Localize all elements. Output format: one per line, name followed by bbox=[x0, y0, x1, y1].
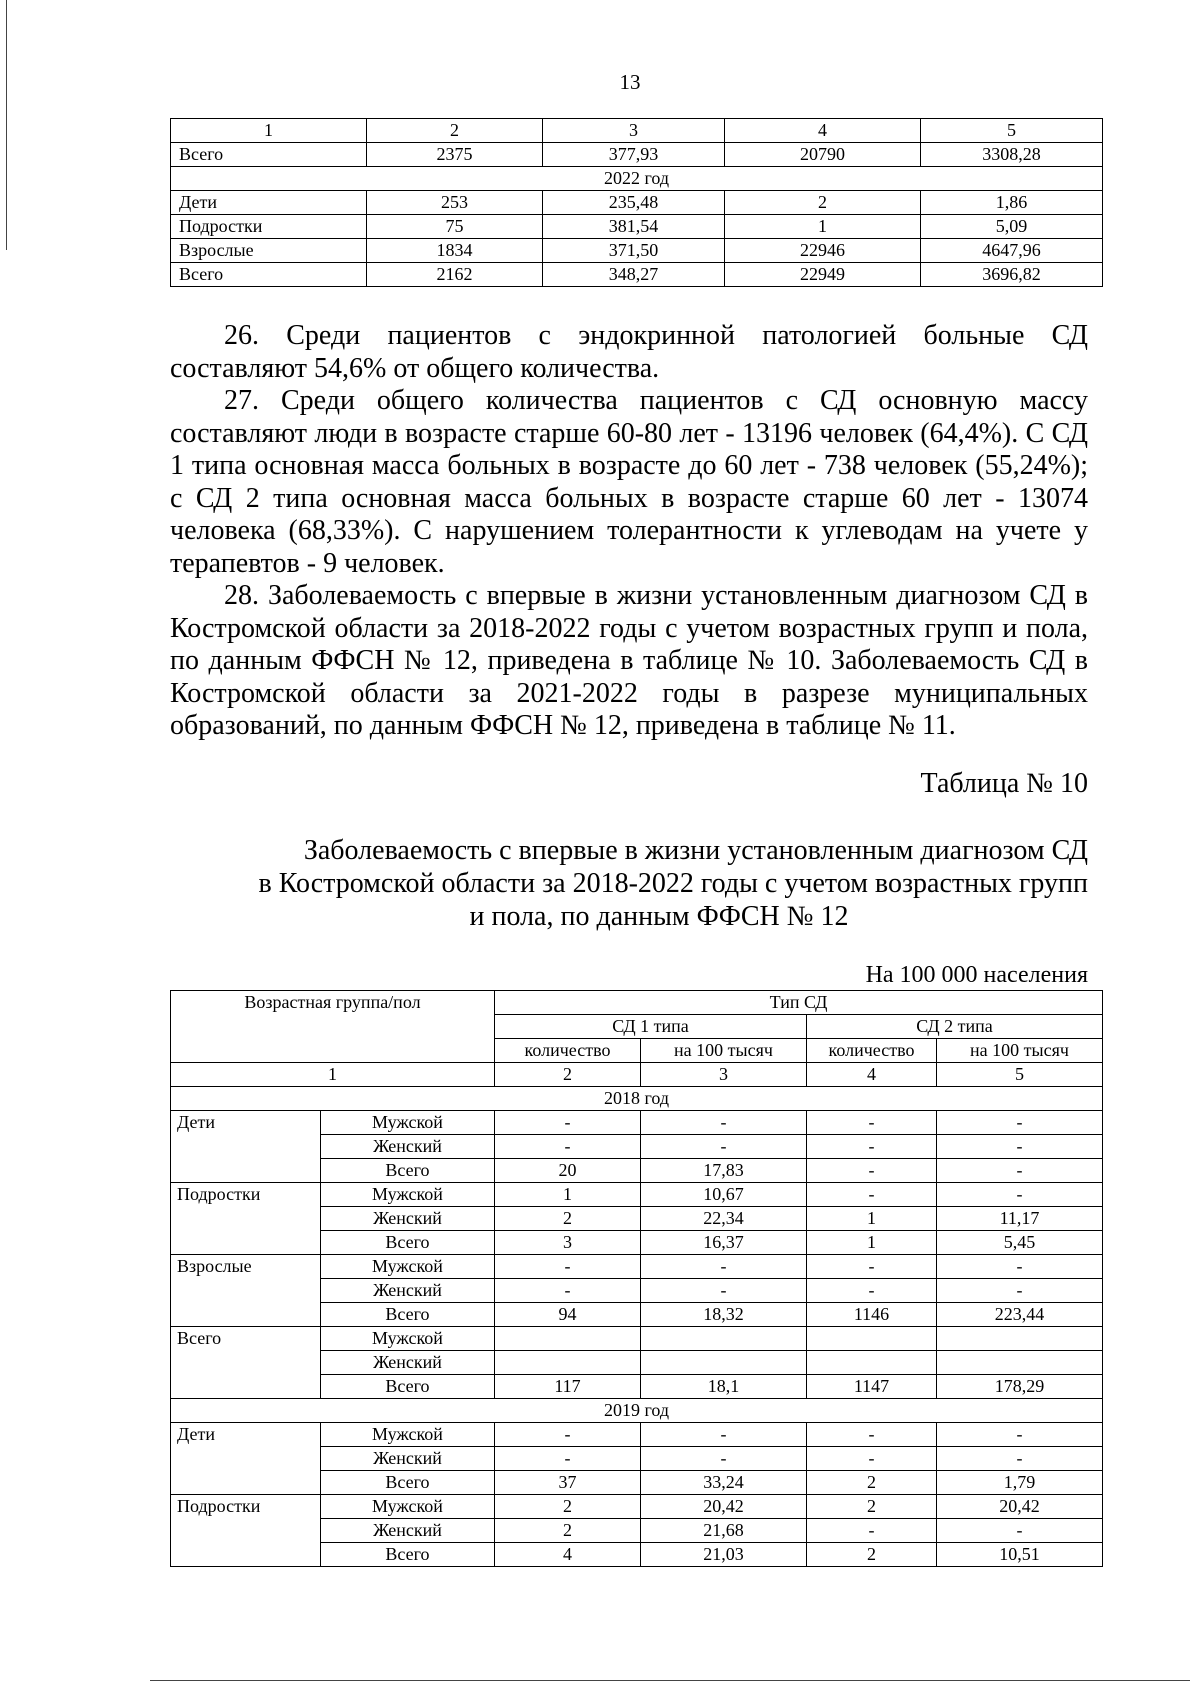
sex-label: Мужской bbox=[321, 1255, 495, 1279]
cell-type1-count: - bbox=[495, 1135, 641, 1159]
cell-type2-count: - bbox=[807, 1111, 937, 1135]
cell-type1-per100k: 22,34 bbox=[641, 1207, 807, 1231]
sex-label: Всего bbox=[321, 1303, 495, 1327]
sex-label: Женский bbox=[321, 1279, 495, 1303]
header-col-num-2: 2 bbox=[495, 1063, 641, 1087]
cell-type2-count: 2 bbox=[807, 1543, 937, 1567]
sex-label: Мужской bbox=[321, 1327, 495, 1351]
cell-type1-count: - bbox=[495, 1423, 641, 1447]
age-group-label: Подростки bbox=[171, 1495, 321, 1567]
cell-col4: 2 bbox=[725, 191, 921, 215]
cell-type2-count: - bbox=[807, 1519, 937, 1543]
cell-type1-count: 1 bbox=[495, 1183, 641, 1207]
sex-label: Женский bbox=[321, 1207, 495, 1231]
cell-type2-per100k: 223,44 bbox=[937, 1303, 1103, 1327]
sex-label: Мужской bbox=[321, 1495, 495, 1519]
cell-type2-per100k: - bbox=[937, 1183, 1103, 1207]
row-label: Всего bbox=[171, 143, 367, 167]
cell-type1-count bbox=[495, 1327, 641, 1351]
cell-col3: 377,93 bbox=[543, 143, 725, 167]
paragraph-26: 26. Среди пациентов с эндокринной патологией больные СД составляют 54,6% от общего количества. bbox=[170, 320, 1088, 384]
sex-label: Всего bbox=[321, 1543, 495, 1567]
cell-type2-per100k: 1,79 bbox=[937, 1471, 1103, 1495]
sex-label: Мужской bbox=[321, 1423, 495, 1447]
year-row bbox=[171, 1399, 1103, 1423]
cell-type2-count bbox=[807, 1351, 937, 1375]
prev-col-num-4: 4 bbox=[725, 119, 921, 143]
cell-type2-count: - bbox=[807, 1423, 937, 1447]
table-row bbox=[171, 191, 1103, 215]
row-label: Дети bbox=[171, 191, 367, 215]
cell-type1-per100k: 18,1 bbox=[641, 1375, 807, 1399]
cell-type1-count: 2 bbox=[495, 1495, 641, 1519]
age-group-label: Дети bbox=[171, 1111, 321, 1183]
cell-type1-per100k: - bbox=[641, 1111, 807, 1135]
incidence-table bbox=[170, 990, 1103, 1567]
cell-type1-per100k: 21,03 bbox=[641, 1543, 807, 1567]
row-label: Подростки bbox=[171, 215, 367, 239]
cell-type1-per100k: 10,67 bbox=[641, 1183, 807, 1207]
sex-label: Всего bbox=[321, 1231, 495, 1255]
table-row bbox=[171, 1423, 1103, 1447]
year-label: 2019 год bbox=[171, 1399, 1103, 1423]
cell-type2-per100k: - bbox=[937, 1279, 1103, 1303]
cell-type2-count: 1146 bbox=[807, 1303, 937, 1327]
cell-type1-count: - bbox=[495, 1447, 641, 1471]
cell-col5: 3696,82 bbox=[921, 263, 1103, 287]
units-note: На 100 000 населения bbox=[865, 962, 1088, 988]
paragraph-28: 28. Заболеваемость с впервые в жизни установленным диагнозом СД в Костромской области за 2018-2022 годы с учетом возрастных групп и пола, по данным ФФСН № 12, приведена в таблице № 10. Заболеваемость СД в Костромской области за 2021-2022 годы в разрезе муниципальных образований, по данным ФФСН № 12, приведена в таблице № 11. bbox=[170, 580, 1088, 741]
cell-type2-count: - bbox=[807, 1279, 937, 1303]
cell-type2-per100k bbox=[937, 1351, 1103, 1375]
sex-label: Всего bbox=[321, 1375, 495, 1399]
table-caption bbox=[230, 834, 1088, 933]
cell-type2-per100k: - bbox=[937, 1447, 1103, 1471]
table-row bbox=[171, 1255, 1103, 1279]
cell-type2-per100k: - bbox=[937, 1423, 1103, 1447]
cell-type2-per100k: - bbox=[937, 1159, 1103, 1183]
cell-col4: 1 bbox=[725, 215, 921, 239]
prev-year-row bbox=[171, 167, 1103, 191]
header-col-num-1: 1 bbox=[171, 1063, 495, 1087]
cell-col2: 2162 bbox=[367, 263, 543, 287]
prev-col-num-3: 3 bbox=[543, 119, 725, 143]
sex-label: Всего bbox=[321, 1159, 495, 1183]
sex-label: Женский bbox=[321, 1351, 495, 1375]
prev-col-num-1: 1 bbox=[171, 119, 367, 143]
sex-label: Всего bbox=[321, 1471, 495, 1495]
header-type1-per100k: на 100 тысяч bbox=[641, 1039, 807, 1063]
cell-type1-per100k: 17,83 bbox=[641, 1159, 807, 1183]
cell-col3: 348,27 bbox=[543, 263, 725, 287]
previous-table-continuation bbox=[170, 118, 1103, 287]
table-label: Таблица № 10 bbox=[920, 768, 1088, 799]
prev-col-num-2: 2 bbox=[367, 119, 543, 143]
header-group-sex: Возрастная группа/пол bbox=[171, 991, 495, 1063]
age-group-label: Дети bbox=[171, 1423, 321, 1495]
age-group-label: Всего bbox=[171, 1327, 321, 1399]
incidence-table-head bbox=[171, 991, 1103, 1087]
prev-col-num-5: 5 bbox=[921, 119, 1103, 143]
row-label: Взрослые bbox=[171, 239, 367, 263]
year-row bbox=[171, 1087, 1103, 1111]
cell-type1-per100k: 33,24 bbox=[641, 1471, 807, 1495]
cell-col5: 1,86 bbox=[921, 191, 1103, 215]
cell-type2-per100k: - bbox=[937, 1255, 1103, 1279]
header-col-num-4: 4 bbox=[807, 1063, 937, 1087]
cell-type2-count: - bbox=[807, 1447, 937, 1471]
cell-col5: 4647,96 bbox=[921, 239, 1103, 263]
body-text bbox=[170, 320, 1088, 743]
cell-type1-count: 3 bbox=[495, 1231, 641, 1255]
cell-type2-per100k: - bbox=[937, 1111, 1103, 1135]
cell-type1-per100k: - bbox=[641, 1279, 807, 1303]
cell-col2: 75 bbox=[367, 215, 543, 239]
cell-type1-count: 2 bbox=[495, 1207, 641, 1231]
year-label: 2022 год bbox=[171, 167, 1103, 191]
sex-label: Мужской bbox=[321, 1111, 495, 1135]
header-type2-count: количество bbox=[807, 1039, 937, 1063]
incidence-table-body bbox=[171, 1087, 1103, 1567]
left-margin-line bbox=[6, 0, 7, 250]
cell-type2-count: - bbox=[807, 1135, 937, 1159]
cell-type1-count: - bbox=[495, 1255, 641, 1279]
table-row bbox=[171, 1183, 1103, 1207]
header-type-2: СД 2 типа bbox=[807, 1015, 1103, 1039]
cell-type2-per100k: 10,51 bbox=[937, 1543, 1103, 1567]
cell-type1-per100k bbox=[641, 1327, 807, 1351]
cell-type1-count: 4 bbox=[495, 1543, 641, 1567]
cell-type2-count: 1 bbox=[807, 1207, 937, 1231]
cell-type2-per100k bbox=[937, 1327, 1103, 1351]
caption-line-3: и пола, по данным ФФСН № 12 bbox=[469, 901, 849, 932]
header-diabetes-type: Тип СД bbox=[495, 991, 1103, 1015]
header-type1-count: количество bbox=[495, 1039, 641, 1063]
cell-type1-count: 20 bbox=[495, 1159, 641, 1183]
table-row bbox=[171, 263, 1103, 287]
cell-type1-count: 117 bbox=[495, 1375, 641, 1399]
caption-line-2: в Костромской области за 2018-2022 годы с учетом возрастных групп bbox=[258, 868, 1088, 899]
cell-type1-per100k: 21,68 bbox=[641, 1519, 807, 1543]
row-label: Всего bbox=[171, 263, 367, 287]
cell-type2-count: - bbox=[807, 1159, 937, 1183]
cell-type2-count: 1147 bbox=[807, 1375, 937, 1399]
cell-type2-count: - bbox=[807, 1255, 937, 1279]
year-label: 2018 год bbox=[171, 1087, 1103, 1111]
cell-type2-per100k: 5,45 bbox=[937, 1231, 1103, 1255]
table-row bbox=[171, 1111, 1103, 1135]
cell-type1-per100k: - bbox=[641, 1255, 807, 1279]
cell-type1-count: 37 bbox=[495, 1471, 641, 1495]
cell-type2-count: 2 bbox=[807, 1471, 937, 1495]
table-row bbox=[171, 1327, 1103, 1351]
cell-type1-per100k: - bbox=[641, 1135, 807, 1159]
cell-type2-count: 2 bbox=[807, 1495, 937, 1519]
cell-type2-per100k: 11,17 bbox=[937, 1207, 1103, 1231]
cell-col4: 20790 bbox=[725, 143, 921, 167]
cell-col2: 253 bbox=[367, 191, 543, 215]
cell-type1-per100k: 20,42 bbox=[641, 1495, 807, 1519]
cell-col3: 235,48 bbox=[543, 191, 725, 215]
caption-line-1: Заболеваемость с впервые в жизни установленным диагнозом СД bbox=[303, 835, 1088, 866]
header-type-1: СД 1 типа bbox=[495, 1015, 807, 1039]
header-col-num-5: 5 bbox=[937, 1063, 1103, 1087]
cell-type1-per100k: 16,37 bbox=[641, 1231, 807, 1255]
sex-label: Женский bbox=[321, 1519, 495, 1543]
cell-col5: 5,09 bbox=[921, 215, 1103, 239]
cell-col5: 3308,28 bbox=[921, 143, 1103, 167]
sex-label: Мужской bbox=[321, 1183, 495, 1207]
cell-type2-count bbox=[807, 1327, 937, 1351]
bottom-rule bbox=[150, 1680, 1190, 1681]
cell-col2: 2375 bbox=[367, 143, 543, 167]
table-row bbox=[171, 1495, 1103, 1519]
cell-type2-count: - bbox=[807, 1183, 937, 1207]
cell-col2: 1834 bbox=[367, 239, 543, 263]
cell-col4: 22949 bbox=[725, 263, 921, 287]
cell-type1-per100k: - bbox=[641, 1447, 807, 1471]
cell-type1-count: 2 bbox=[495, 1519, 641, 1543]
age-group-label: Взрослые bbox=[171, 1255, 321, 1327]
header-col-num-3: 3 bbox=[641, 1063, 807, 1087]
table-row bbox=[171, 239, 1103, 263]
cell-type2-count: 1 bbox=[807, 1231, 937, 1255]
cell-type1-count: 94 bbox=[495, 1303, 641, 1327]
cell-type2-per100k: 178,29 bbox=[937, 1375, 1103, 1399]
cell-type1-per100k: 18,32 bbox=[641, 1303, 807, 1327]
table-row bbox=[171, 215, 1103, 239]
cell-type1-count bbox=[495, 1351, 641, 1375]
sex-label: Женский bbox=[321, 1135, 495, 1159]
sex-label: Женский bbox=[321, 1447, 495, 1471]
cell-type2-per100k: 20,42 bbox=[937, 1495, 1103, 1519]
cell-type1-count: - bbox=[495, 1279, 641, 1303]
header-type2-per100k: на 100 тысяч bbox=[937, 1039, 1103, 1063]
page-number: 13 bbox=[619, 70, 641, 94]
paragraph-27: 27. Среди общего количества пациентов с СД основную массу составляют люди в возрасте старше 60-80 лет - 13196 человек (64,4%). С СД 1 типа основная масса больных в возрасте до 60 лет - 738 человек (55,24%); с СД 2 типа основная масса больных в возрасте старше 60 лет - 13074 человека (68,33%). С нарушением толерантности к углеводам на учете у терапевтов - 9 человек. bbox=[170, 385, 1088, 579]
cell-col3: 371,50 bbox=[543, 239, 725, 263]
cell-col4: 22946 bbox=[725, 239, 921, 263]
cell-type1-per100k: - bbox=[641, 1423, 807, 1447]
prev-header-row bbox=[171, 119, 1103, 143]
table-row bbox=[171, 143, 1103, 167]
cell-type1-count: - bbox=[495, 1111, 641, 1135]
cell-type2-per100k: - bbox=[937, 1519, 1103, 1543]
previous-table-body bbox=[171, 119, 1103, 287]
cell-type2-per100k: - bbox=[937, 1135, 1103, 1159]
age-group-label: Подростки bbox=[171, 1183, 321, 1255]
cell-type1-per100k bbox=[641, 1351, 807, 1375]
cell-col3: 381,54 bbox=[543, 215, 725, 239]
